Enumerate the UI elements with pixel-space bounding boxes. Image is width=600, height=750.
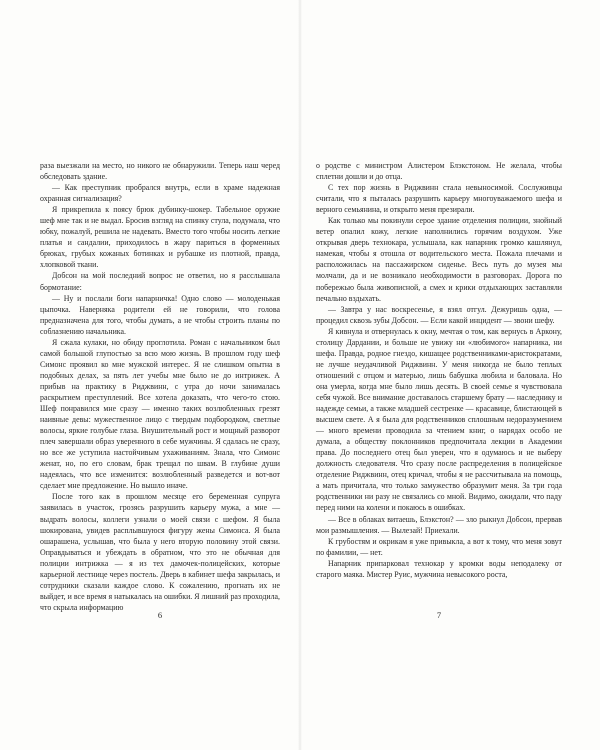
paragraph: — Как преступник пробрался внутрь, если в храме надежная охранная сигнализация? [40,183,280,204]
paragraph: Я сжала кулаки, но обиду проглотила. Роман с начальником был самой большой глупостью за всю мою жизнь. В прошлом году шеф Симонс проявил ко мне мужской интерес. Я не слишком опытна в подобных делах, за пять лет учебы мне было не до интрижек. А прибыв на практику в Риджвинн, с утра до ночи занималась раскрытием преступлений. Все хотела доказать, что чего-то стою. Шеф понравился мне сразу — именно таких возлюбленных грезят наивные девы: мужественное лицо с твердым подбородком, светлые волосы, яркие голубые глаза. Внушительный рост и мощный разворот плеч завершали образ уверенного в себе мужчины. Я сдалась не сразу, но все же уступила настойчивым ухаживаниям. Знала, что Симонс женат, но, по его словам, брак трещал по швам. В глубине души надеялась, что все изменится: возлюбленный разведется и вот-вот сделает мне предложение. Но вышло иначе. [40,337,280,491]
paragraph: После того как в прошлом месяце его беременная супруга заявилась в участок, грозясь разрушить карьеру мужа, а мне — выдрать волосы, коллеги узнали о моей связи с шефом. Я была шокирована, увидев расплывшуюся фигуру жены Симонса. Я была ошарашена, услышав, что была у него вторую половину этой связи. Оправдываться и убеждать в обратном, что это не обычная для полиции интрижка — я из тех дамочек-полицейских, которые карьерной лестнице через постель. Дверь в кабинет шефа закрылась, и сотрудники сказали каждое слово. К сожалению, прогнать их не выйдет, и все время я натыкалась на ошибки. Я лишний раз проходила, что скрыла информацию [40,492,280,612]
page-number-left: 6 [157,610,163,620]
paragraph: Как только мы покинули серое здание отделения полиции, знойный ветер опалил кожу, легкие наполнились горячим воздухом. Уже открывая дверь технокара, услышала, как напарник громко кашлянул, намекая, чтобы я отошла от водительского места. Пожала плечами и расположилась на пассажирском сиденье. Весь путь до музея мы молчали, да и не возникало необходимости в разговорах. Дорога по побережью была живописной, а смех и крики отдыхающих заставляли печально вздыхать. [316,216,562,303]
paragraph: Я прикрепила к поясу брюк дубинку-шокер. Табельное оружие шеф мне так и не выдал. Бросив взгляд на спинку стула, подумала, что юбку, пожалуй, решила не надевать. Вместо того чтобы носить легкие платья и сандалии, приходилось в жару париться в форменных брюках, грубых кожаных ботинках и рубашке из плотной, правда, хлопковой ткани. [40,205,280,270]
paragraph: С тех пор жизнь в Риджвинн стала невыносимой. Сослуживцы считали, что я пыталась разрушить карьеру многоуважаемого шефа и верного семьянина, и открыто меня презирали. [316,183,562,215]
paragraph: раза выезжали на место, но никого не обнаружили. Теперь наш черед обследовать здание. [40,161,280,182]
paragraph: — Завтра у нас воскресенье, я взял отгул. Дежуришь одна, — процедил сквозь зубы Добсон. — Если какой инцидент — звони шефу. [316,304,562,325]
paragraph: — Ну и послали боги напарничка! Одно слово — молоденькая цыпочка. Наверняка родители ей не говорили, что голова предназначена для того, чтобы думать, а не чтобы строить планы по соблазнению начальника. [40,293,280,336]
left-page-text [40,160,280,612]
paragraph: К грубостям и окрикам я уже привыкла, а вот к тому, что меня зовут по фамилии, — нет. [316,536,562,557]
book-gutter [298,0,302,750]
right-page-text [316,160,562,600]
paragraph: Я кивнула и отвернулась к окну, мечтая о том, как вернусь в Аркону, столицу Дардании, и больше не увижу ни «любимого» напарника, ни шефа. Правда, родное гнездо, кишащее родственниками-аристократами, не лучше неудачливой Риджвинн. У меня никогда не было теплых отношений с отцом и матерью, лишь бабушка любила и баловала. Но она умерла, когда мне было лишь десять. В своей семье я чувствовала себя чужой. Все внимание доставалось старшему брату — наследнику и надежде семьи, а также младшей сестренке — красавице, блистающей в высшем свете. А я была для родственников сплошным недоразумением — много времени проводила за чтением книг, о нарядах особо не думала, а обществу поклонников предпочитала лекции в Академии права. До последнего отец был уверен, что я одумаюсь и не выберу должность следователя. Что сразу после распределения в полицейское отделение Риджвинн, отец кричал, чтобы я не рассчитывала на помощь, а мать причитала, что только замужество образумит меня. За три года родственники ни разу не связались со мной. Видимо, ожидали, что паду перед ними на колени и покаюсь в ошибках. [316,326,562,513]
page-number-right: 7 [436,610,442,620]
paragraph: о родстве с министром Алистером Блэкстоном. Не желала, чтобы сплетни дошли и до отца. [316,161,562,182]
paragraph: — Все в облаках витаешь, Блэкстон? — зло рыкнул Добсон, прервав мои размышления. — Вылезай! Приехали. [316,514,562,535]
paragraph: Напарник припарковал технокар у кромки воды неподалеку от старого маяка. Мистер Руис, мужчина невысокого роста, [316,558,562,579]
paragraph: Добсон на мой последний вопрос не ответил, но я расслышала бормотание: [40,271,280,292]
